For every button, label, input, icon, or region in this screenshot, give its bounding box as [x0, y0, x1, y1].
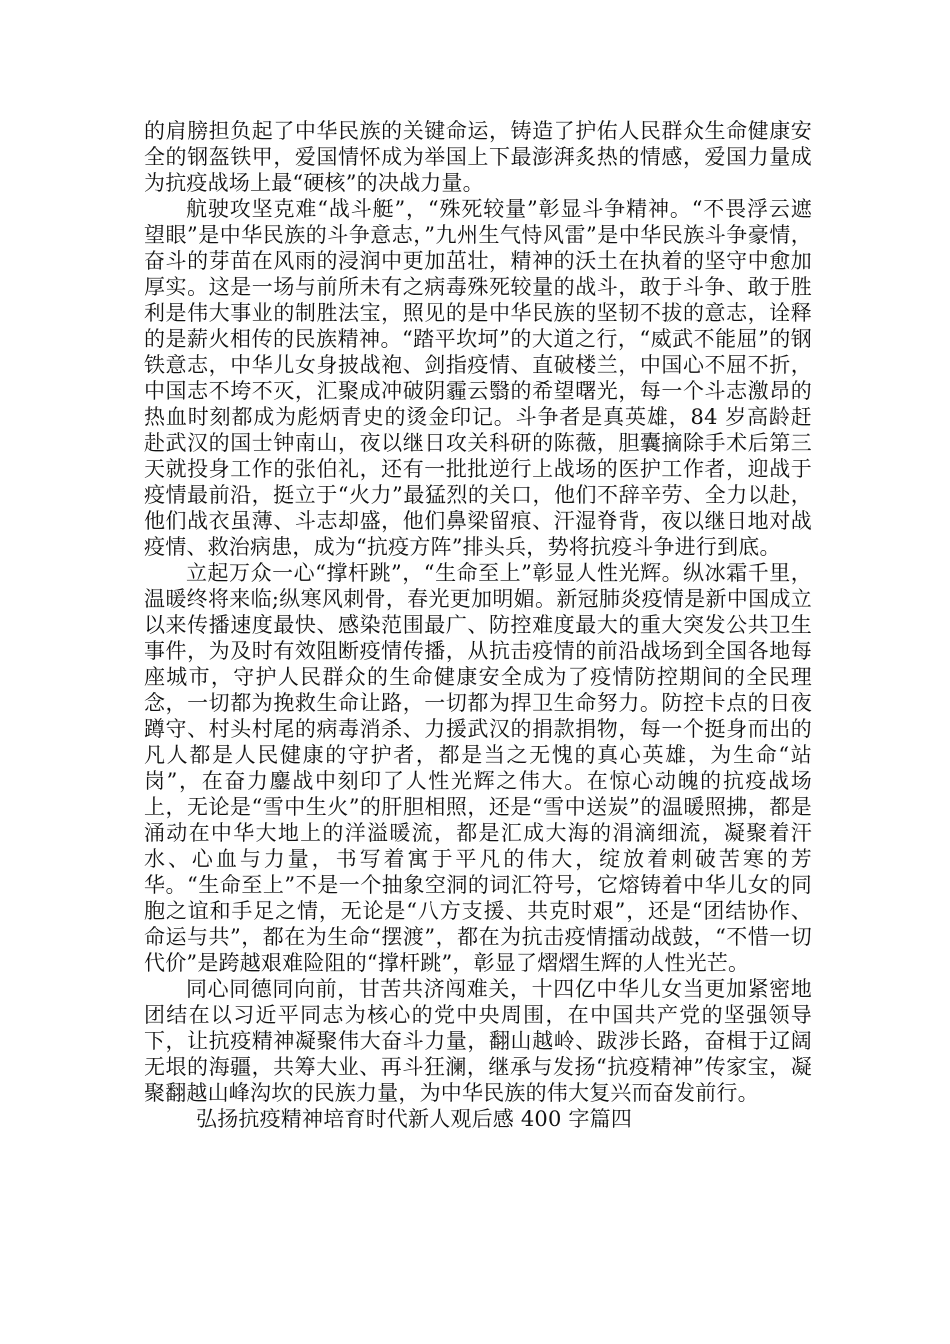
paragraph-4: 同心同德同向前，甘苦共济闯难关，十四亿中华儿女当更加紧密地团结在以习近平同志为核心的党中央周围，在中国共产党的坚强领导下，让抗疫精神凝聚伟大奋斗力量，翻山越岭、跋涉长路，奋楫于辽阔无垠的海疆，共筹大业、再斗狂澜，继承与发扬“抗疫精神”传家宝，凝聚翻越山峰沟坎的民族力量，为中华民族的伟大复兴而奋发前行。 — [144, 977, 812, 1105]
document-page — [144, 118, 812, 1132]
paragraph-2: 航驶攻坚克难“战斗艇”，“殊死较量”彰显斗争精神。“不畏浮云遮望眼”是中华民族的斗争意志，”九州生气恃风雷”是中华民族斗争豪情，奋斗的芽苗在风雨的浸润中更加茁壮，精神的沃土在执着的坚守中愈加厚实。这是一场与前所未有之病毒殊死较量的战斗，敢于斗争、敢于胜利是伟大事业的制胜法宝，照见的是中华民族的坚韧不拔的意志，诠释的是薪火相传的民族精神。“踏平坎坷”的大道之行，“威武不能屈”的钢铁意志，中华儿女身披战袍、剑指疫情、直破楼兰，中国心不屈不折，中国志不垮不灭，汇聚成冲破阴霾云翳的希望曙光，每一个斗志激昂的热血时刻都成为彪炳青史的烫金印记。斗争者是真英雄，84 岁高龄赶赴武汉的国士钟南山，夜以继日攻关科研的陈薇，胆囊摘除手术后第三天就投身工作的张伯礼，还有一批批逆行上战场的医护工作者，迎战于疫情最前沿，挺立于“火力”最猛烈的关口，他们不辞辛劳、全力以赴，他们战衣虽薄、斗志却盛，他们鼻梁留痕、汗湿脊背，夜以继日地对战疫情、救治病患，成为“抗疫方阵”排头兵，势将抗疫斗争进行到底。 — [144, 197, 812, 559]
paragraph-1: 的肩膀担负起了中华民族的关键命运，铸造了护佑人民群众生命健康安全的钢盔铁甲，爱国情怀成为举国上下最澎湃炙热的情感，爱国力量成为抗疫战场上最“硬核”的决战力量。 — [144, 119, 812, 195]
paragraph-3: 立起万众一心“撑杆跳”，“生命至上”彰显人性光辉。纵冰霜千里，温暖终将来临;纵寒风刺骨，春光更加明媚。新冠肺炎疫情是新中国成立以来传播速度最快、感染范围最广、防控难度最大的重大突发公共卫生事件，为及时有效阻断疫情传播，从抗击疫情的前沿战场到全国各地每座城市，守护人民群众的生命健康安全成为了疫情防控期间的全民理念，一切都为挽救生命让路，一切都为捍卫生命努力。防控卡点的日夜蹲守、村头村尾的病毒消杀、力援武汉的捐款捐物，每一个挺身而出的凡人都是人民健康的守护者，都是当之无愧的真心英雄，为生命“站岗”，在奋力鏖战中刻印了人性光辉之伟大。在惊心动魄的抗疫战场上，无论是“雪中生火”的肝胆相照，还是“雪中送炭”的温暖照拂，都是涌动在中华大地上的洋溢暖流，都是汇成大海的涓滴细流，凝聚着汗水、心血与力量，书写着寓于平凡的伟大，绽放着刺破苦寒的芳华。“生命至上”不是一个抽象空洞的词汇符号，它熔铸着中华儿女的同胞之谊和手足之情，无论是“八方支援、共克时艰”，还是“团结协作、命运与共”，都在为生命“摆渡”，都在为抗击疫情擂动战鼓，“不惜一切代价”是跨越艰难险阻的“撑杆跳”，彰显了熠熠生辉的人性光芒。 — [144, 561, 812, 975]
section-heading: 弘扬抗疫精神培育时代新人观后感 400 字篇四 — [196, 1107, 633, 1131]
